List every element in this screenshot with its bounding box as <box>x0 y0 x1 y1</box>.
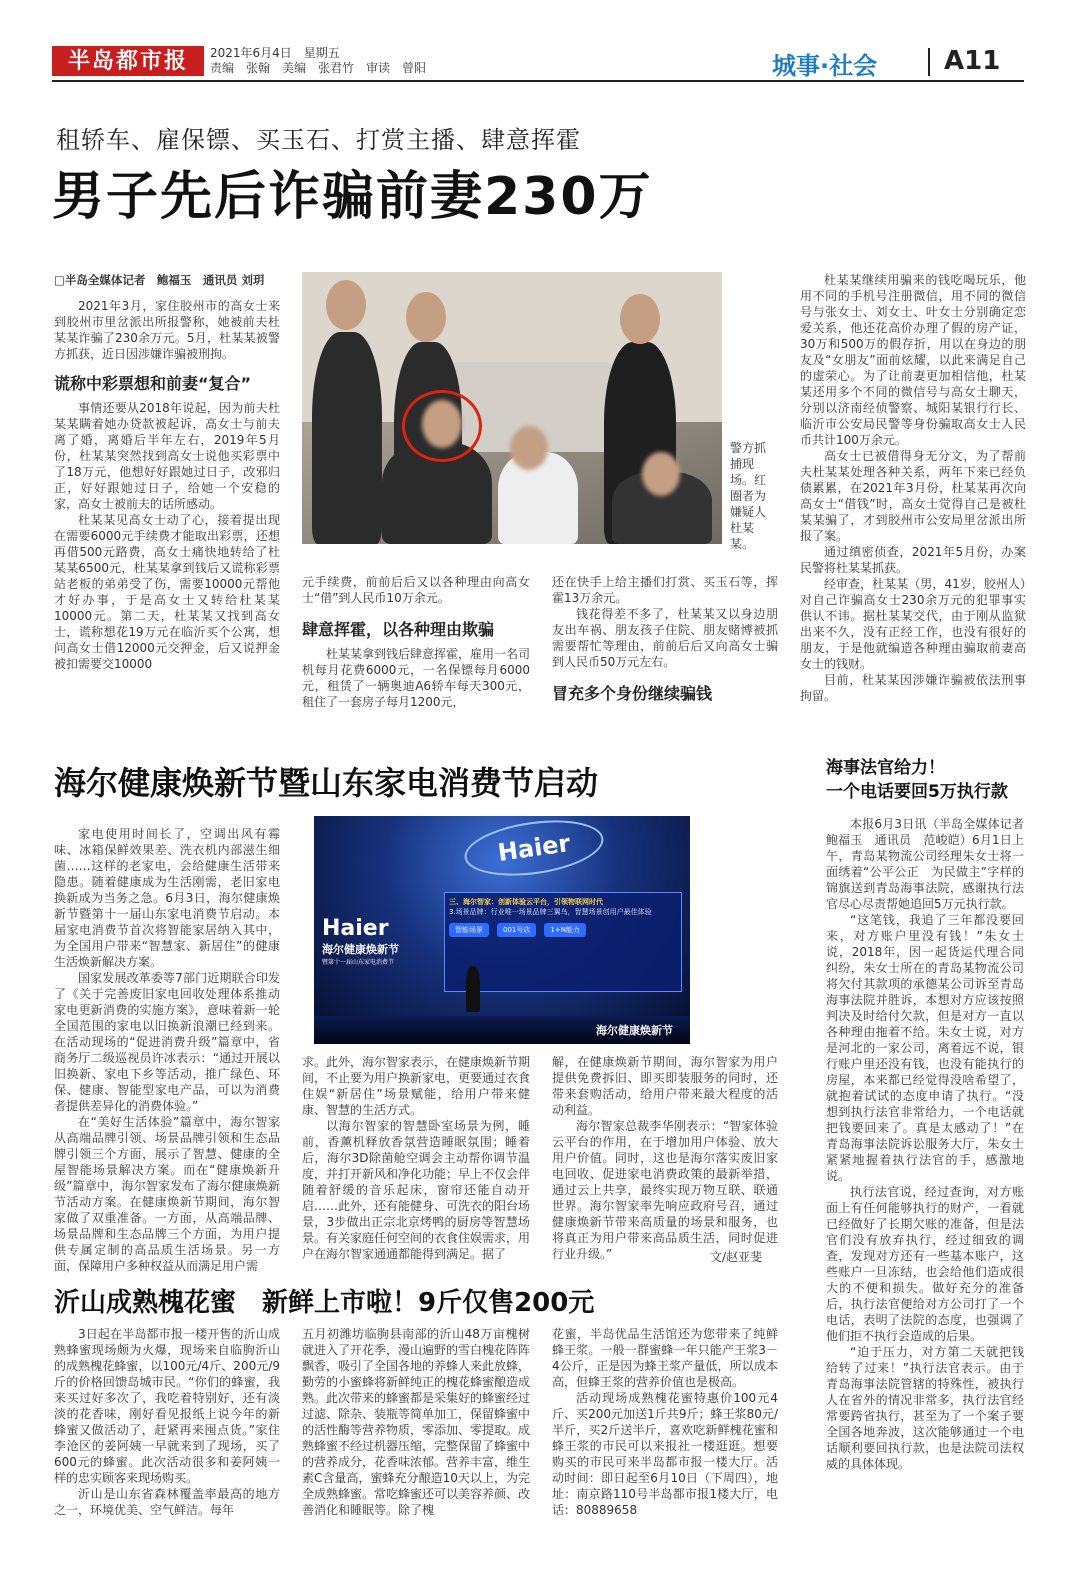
issue-date: 2021年6月4日 星期五 <box>210 46 340 60</box>
lead-intro: 2021年3月，家住胶州市的高女士来到胶州市里岔派出所报警称，她被前夫杜某某诈骗了230余万元。5月，杜某某被警方抓获，近日因涉嫌诈骗被刑拘。 <box>54 299 280 361</box>
haier-paragraph: 家电使用时间长了，空调出风有霉味、冰箱保鲜效果差、洗衣机内部滋生细菌……这样的老家电，会给健康生活带来隐患。随着健康成为生活刚需，老旧家电换新成为当务之急。6月3日，海尔健康焕新节暨第十一届山东家电消费节启动。本届家电消费节首次将智能家居纳入其中，为全国用户带来“智慧家、新居住”的健康生活焕新解决方案。 <box>54 827 280 969</box>
haier-logo-ring: Haier <box>461 813 607 884</box>
lead-column-3 <box>552 574 778 714</box>
issue-info <box>210 46 426 76</box>
maritime-title-2: 一个电话要回5万执行款 <box>826 782 1008 802</box>
lead-paragraph: 杜某某继续用骗来的钱吃喝玩乐，他用不同的手机号注册微信，用不同的微信号与张女士、刘女士、叶女士分别确定恋爱关系，他还花高价办理了假的房产证，30万和500万的假存折，用以在身边的朋友及“女朋友”面前炫耀，以此来满足自己的虚荣心。为了让前妻更加相信他，杜某某还用多个不同的微信号与高女士聊天，分别以济南经侦警察、城阳某银行行长、临沂市公安局民警等身份骗取高女士人民币共计100万余元。 <box>800 273 1026 447</box>
maritime-paragraph: “这笔钱，我追了三年都没要回来，对方账户里没有钱！”朱女士说，2018年，因一起货运代理合同纠纷，朱女士所在的青岛某物流公司将欠付其款项的承德某公司诉至青岛海事法院并胜诉，本想对方应该按照判决及时给付欠款，但是对方一直以各种理由拖着不给。朱女士说，对方是河北的一家公司，离着远不说，银行账户里还没有钱，也没有能执行的房屋，本来都已经觉得没啥希望了，就抱着试试的态度申请了执行。“没想到执行法官非常给力，一个电话就把钱要回来了。真是太感动了！”在青岛海事法院诉讼服务大厅，朱女士紧紧地握着执行法官的手，感激地说。 <box>826 913 1024 1183</box>
header-rule <box>52 80 1024 82</box>
haier-paragraph: 解，在健康焕新节期间，海尔智家为用户提供免费拆旧、即买即装服务的同时，还带来套购活动，给用户带来最大程度的活动利益。 <box>552 1055 778 1117</box>
maritime-title-1: 海事法官给力！ <box>826 758 945 778</box>
honey-column-1 <box>54 1326 280 1548</box>
arrest-photo <box>302 272 722 544</box>
haier-paragraph: 以海尔智家的智慧卧室场景为例，睡前，香薰机释放香氛营造睡眠氛围；睡着后，海尔3D除菌舱空调会主动帮你调节温度，并打开新风和净化功能；早上不仅会伴随着舒缓的音乐起床，窗帘还能自动开启……此外，还有能健身、可洗衣的阳台场景，3步做出正宗北京烤鸭的厨房等智慧场景。有关家庭任何空间的衣食住娱需求，用户在海尔智家通通都能得到满足。据了 <box>302 1119 531 1261</box>
honey-column-2 <box>302 1326 530 1548</box>
photo-head <box>406 292 446 342</box>
lead-paragraph: 元手续费，前前后后又以各种理由向高女士“借”到人民币10万余元。 <box>302 575 530 605</box>
lead-subhead-1: 谎称中彩票想和前妻“复合” <box>54 374 252 393</box>
lead-paragraph: 还在快手上给主播们打赏、买玉石等，挥霍13万余元。 <box>552 575 778 605</box>
photo-person <box>312 332 382 544</box>
stage-title: 海尔健康焕新节 <box>322 943 399 956</box>
newspaper-logo: 半岛都市报 <box>52 46 204 76</box>
lead-subhead-2: 肆意挥霍，以各种理由欺骗 <box>302 620 495 639</box>
haier-column-1 <box>54 826 280 1273</box>
honey-paragraph: 沂山是山东省森林覆盖率最高的地方之一，环境优美、空气鲜洁。每年 <box>54 1487 280 1517</box>
haier-paragraph: 求。此外，海尔智家表示，在健康焕新节期间，不止要为用户换新家电，更要通过衣食住娱“新居住”场景赋能，给用户带来健康、智慧的生活方式。 <box>302 1055 531 1117</box>
lead-column-2 <box>302 574 530 714</box>
maritime-paragraph: 本报6月3日讯（半岛全媒体记者 鲍福玉 通讯员 范峻皑）6月1日上午，青岛某物流公司经理朱女士将一面绣着“公平公正 为民做主”字样的锦旗送到青岛海事法院，感谢执行法官尽心尽责帮她追回5万元执行款。 <box>826 817 1037 911</box>
lead-paragraph: 钱花得差不多了，杜某某又以身边朋友出车祸、朋友孩子住院、朋友赌博被抓需要帮忙等理由，前前后后又向高女士骗到人民币50万元左右。 <box>552 607 778 669</box>
haier-headline: 海尔健康焕新节暨山东家电消费节启动 <box>54 764 599 802</box>
lead-headline: 男子先后诈骗前妻230万 <box>52 167 653 227</box>
honey-paragraph: 五月初潍坊临朐县南部的沂山48万亩槐树就进入了开花季，漫山遍野的雪白槐花阵阵飘香，吸引了全国各地的养蜂人来此放蜂，勤劳的小蜜蜂将新鲜纯正的槐花蜂蜜酿造成熟。此次带来的蜂蜜都是采集好的蜂蜜经过过滤、除杂、装瓶等简单加工，保留蜂蜜中的活性酶等营养物质，零添加、零提取。成熟蜂蜜不经过机器压缩，完整保留了蜂蜜中的营养成分，花香味浓郁。营养丰富，维生素C含量高，蜜蜂充分酿造10天以上，为完全成熟蜂蜜。常吃蜂蜜还可以美容养颜、改善消化和睡眠等。除了槐 <box>302 1327 531 1517</box>
stage-subtitle: 暨第十一届山东家电消费节 <box>322 959 395 966</box>
speaker-figure <box>466 966 480 1012</box>
lead-byline: □半岛全媒体记者 鲍福玉 通讯员 刘玥 <box>54 273 265 287</box>
lead-paragraph: 经审查，杜某某（男，41岁，胶州人）对自己诈骗高女士230余万元的犯罪事实供认不讳。据杜某某交代，由于刚从监狱出来不久，没有正经工作，也没有很好的朋友，于是他就编造各种理由骗取前妻高女士的钱财。 <box>800 577 1026 671</box>
stage-logo-text: 海尔健康焕新节 <box>596 1024 673 1037</box>
stage-screen <box>444 892 682 992</box>
page-number: A11 <box>944 46 1001 76</box>
photo-caption: 警方抓捕现场。红圈者为嫌疑人杜某某。 <box>730 441 767 551</box>
maritime-headline <box>826 756 1008 804</box>
honey-column-3 <box>552 1326 778 1548</box>
lead-paragraph: 杜某某拿到钱后肆意挥霍，雇用一名司机每月花费6000元，一名保镖每月6000元，租赁了一辆奥迪A6轿车每天300元，租住了一套房子每月1200元， <box>302 647 531 709</box>
haier-column-2 <box>302 1054 530 1262</box>
photo-head <box>642 452 680 496</box>
lead-kicker: 租轿车、雇保镖、买玉石、打赏主播、肆意挥霍 <box>56 126 581 154</box>
screen-box: 智能场景 <box>449 923 489 937</box>
maritime-paragraph: “迫于压力，对方第二天就把钱给转了过来！”执行法官表示。由于青岛海事法院管辖的特殊性，被执行人在省外的情况非常多，执行法官经常要跨省执行，甚至为了一个案子要全国各地奔波，这次能够通过一个电话顺利要回执行款，也是法院司法权威的具体体现。 <box>826 1345 1024 1471</box>
lead-column-1 <box>54 272 280 712</box>
screen-line-1: 三、海尔智家：创新体验云平台，引领物联网时代 <box>449 898 603 906</box>
lead-paragraph: 杜某某见高女士动了心，接着提出现在需要6000元手续费才能取出彩票，还想再借500元路费，高女士痛快地转给了杜某某6500元，杜某某拿到钱后又谎称彩票站老板的弟弟受了伤，需要10000元帮他才好办事，于是高女士又转给杜某某10000元。第二天，杜某某又找到高女士，谎称想花19万元在临沂买个公寓，想问高女士借12000元交押金，后又说押金被扣需要交10000 <box>54 513 280 671</box>
photo-head <box>326 280 366 330</box>
haier-paragraph: 国家发展改革委等7部门近期联合印发了《关于完善废旧家电回收处理体系推动家电更新消费的实施方案》，意味着新一轮全国范围的家电以旧换新浪潮已经到来。在活动现场的“促进消费升级”篇章中，省商务厅二级巡视员许冰表示：“通过开展以旧换新、家电下乡等活动，推广绿色、环保、健康、智能型家电产品，可以为消费者提供差异化的消费体验。” <box>54 971 280 1113</box>
haier-event-photo <box>314 816 690 1044</box>
honey-paragraph: 活动现场成熟槐花蜜特惠价100元4斤、买200元加送1斤共9斤；蜂王浆80元/半斤，买2斤送半斤，喜欢吃新鲜槐花蜜和蜂王浆的市民可以来报社一楼逛逛。想要购买的市民可来半岛都市报一楼大厅。活动时间：即日起至6月10日（下周四），地址：南京路110号半岛都市报1楼大厅，电话：80889658 <box>552 1391 778 1517</box>
honey-paragraph: 3日起在半岛都市报一楼开售的沂山成熟蜂蜜现场颇为火爆，现场来自临朐沂山的成熟槐花蜂蜜，以100元/4斤、200元/9斤的价格回馈岛城市民。“你们的蜂蜜，我来买过好多次了，我吃着特别好，还有淡淡的花香味，刚好看见报纸上说今年的新蜂蜜又做活动了，赶紧再来囤点货。”家住李沧区的姜阿姨一早就来到了现场，买了600元的蜂蜜。此次活动很多和姜阿姨一样的忠实顾客来现场购买。 <box>54 1327 280 1485</box>
screen-line-2: 3.场景品牌：行业唯一场景品牌三翼鸟，智慧场景创用户最佳体验 <box>449 908 652 916</box>
lead-paragraph: 高女士已被借得身无分文，为了帮前夫杜某某处理各种关系，两年下来已经负债累累，在2021年3月份，杜某某再次向高女士“借钱”时，高女士觉得自己是被杜某某骗了，才到胶州市公安局里岔派出所报了案。 <box>800 449 1026 543</box>
lead-paragraph: 目前，杜某某因涉嫌诈骗被依法刑事拘留。 <box>800 673 1026 703</box>
photo-head <box>620 294 660 344</box>
screen-box: 001号店 <box>497 923 536 937</box>
editors-line: 责编 张翰 美编 张君竹 审读 曾阳 <box>210 61 427 75</box>
lead-subhead-3: 冒充多个身份继续骗钱 <box>552 684 713 703</box>
haier-paragraph: 在“美好生活体验”篇章中，海尔智家从高端品牌引领、场景品牌引领和生态品牌引领三个方面，展示了智慧、健康的全屋智能场景解决方案。而在“健康焕新升级”篇章中，海尔智家发布了海尔健康焕新节活动方案。在健康焕新节期间，海尔智家做了双重准备。一方面，从高端品牌、场景品牌和生态品牌三个方面，为用户提供专属定制的高品质生活场景。另一方面，保障用户多种权益从而满足用户需 <box>54 1115 280 1273</box>
photo-head <box>510 426 548 470</box>
stage-left-panel <box>322 916 434 1000</box>
screen-box: 1+N能力 <box>544 923 586 937</box>
maritime-column <box>826 816 1037 1552</box>
stage-brand: Haier <box>322 916 389 941</box>
haier-author: 文/赵亚斐 <box>706 1248 762 1265</box>
header-divider <box>928 48 930 76</box>
section-label: 城事·社会 <box>772 52 878 80</box>
maritime-paragraph: 执行法官说，经过查询，对方账面上有任何能够执行的财产，一看就已经做好了长期欠账的准备，但是法官们没有放弃执行，经过细致的调查，发现对方还有一些基本账户，这些账户一旦冻结，也会给他们造成很大的不便和损失。做好充分的准备后，执行法官便给对方公司打了一个电话，表明了法院的态度，也强调了他们拒不执行会造成的后果。 <box>826 1185 1024 1343</box>
lead-paragraph: 事情还要从2018年说起，因为前夫杜某某瞒着她办贷款被起诉，高女士与前夫离了婚，离婚后半年左右，2019年5月份，杜某某突然找到高女士说他买彩票中了18万元，他想好好跟她过日子，改邪归正，好好跟她过日子，给她一个安稳的家，高女士被前夫的话所感动。 <box>54 401 280 511</box>
suspect-circle <box>402 390 482 462</box>
haier-paragraph: 海尔智家总裁李华刚表示：“智家体验云平台的作用，在于增加用户体验、放大用户价值。同时，这也是海尔落实废旧家电回收、促进家电消费政策的最新举措，通过云上共享，最终实现万物互联、联通世界。海尔智家率先响应政府号召，通过健康焕新节带来高质量的场景和服务，也将真正为用户带来高品质生活，同时促进行业升级。” <box>552 1119 778 1261</box>
lead-column-4 <box>800 272 1026 722</box>
honey-paragraph: 花蜜，半岛优品生活馆还为您带来了纯鲜蜂王浆。一般一群蜜蜂一年只能产王浆3－4公斤，正是因为蜂王浆产量低，所以成本高，但蜂王浆的营养价值也是极高。 <box>552 1327 778 1389</box>
lead-paragraph: 通过缜密侦查，2021年5月份，办案民警将杜某某抓获。 <box>800 545 1026 575</box>
honey-headline: 沂山成熟槐花蜜 新鲜上市啦！9斤仅售200元 <box>54 1288 595 1318</box>
haier-column-3 <box>552 1054 778 1266</box>
